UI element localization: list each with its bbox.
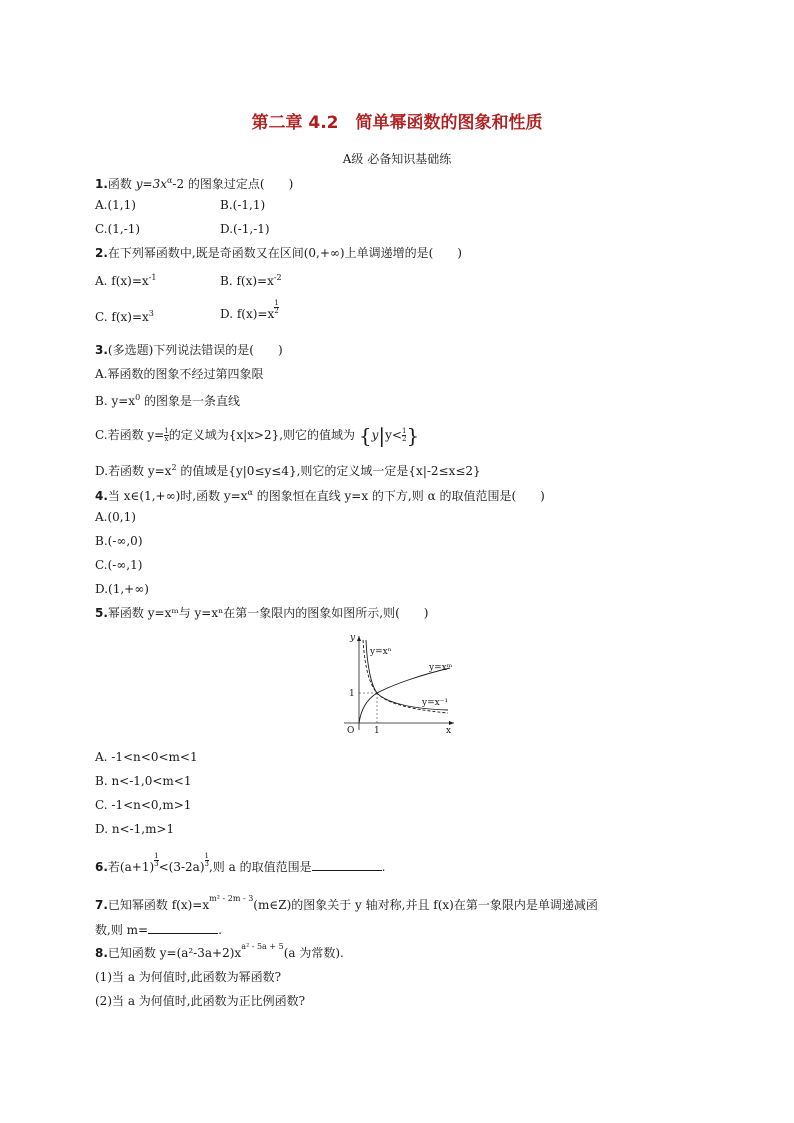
option-d[interactable]: D. n<-1,m>1 [95,822,175,836]
text: <(3-2a) [158,860,205,874]
question-number: 1. [95,177,108,191]
fraction-exponent [205,853,209,868]
text: 若(a+1) [107,860,155,874]
text: -2 的图象过定点( ) [172,177,294,191]
text: A. f(x)=x [95,274,149,288]
option-c[interactable] [95,423,420,448]
text: B. f(x)=x [220,274,274,288]
denominator: 2 [401,435,407,443]
text: 的定义域为{x|x>2},则它的值域为 [168,428,356,442]
option-b[interactable]: B.(-1,1) [220,198,266,212]
question-2-stem [95,245,462,261]
page-title: 第二章 4.2 简单幂函数的图象和性质 [251,113,543,133]
curve-label-n: y=xⁿ [370,647,392,657]
text: B. y=x [95,394,136,408]
option-a[interactable]: A. -1<n<0<m<1 [95,750,198,764]
numerator: 1 [164,427,169,435]
question-8-part-2: (2)当 a 为何值时,此函数为正比例函数? [95,994,306,1008]
text: (a 为常数). [283,946,344,960]
question-number: 7. [95,898,108,912]
x-axis-label: x [446,726,452,735]
power-function-graph [330,630,460,735]
text: 的图象恒在直线 y=x 的下方,则 α 的取值范围是( ) [252,489,545,503]
exponent: -1 [148,273,157,282]
exponent: 0 [135,393,141,402]
numerator: 1 [154,852,159,860]
question-3-stem [95,342,283,358]
text: 幂函数 y=xᵐ与 y=xⁿ在第一象限内的图象如图所示,则( ) [107,606,429,620]
option-a[interactable]: A.(0,1) [95,510,136,524]
set-brace: { [358,423,372,448]
set-brace: } [406,423,420,448]
option-d[interactable] [95,460,481,479]
option-b[interactable] [220,270,282,289]
text: 的图象是一条直线 [140,394,240,408]
numerator: 1 [401,427,407,435]
y-axis-label: y [350,633,356,643]
exponent: α [247,488,253,497]
text: 的值域是{y|0≤y≤4},则它的定义域一定是{x|-2≤x≤2} [176,464,481,478]
option-c[interactable]: C. -1<n<0,m>1 [95,798,192,812]
text: ,则 a 的取值范围是 [208,860,312,874]
option-b[interactable]: B.(-∞,0) [95,534,143,548]
y-axis-arrow [357,636,361,641]
text: . [218,923,222,937]
x-axis-arrow [449,721,454,725]
denominator: 2 [274,307,279,315]
fraction-exponent [274,300,278,315]
question-8-part-1: (1)当 a 为何值时,此函数为幂函数? [95,970,282,984]
question-number: 5. [95,606,108,620]
option-c[interactable]: C.(1,-1) [95,222,141,236]
question-6-stem [95,852,386,875]
exponent: a² - 5a + 5 [241,942,284,951]
text: 当 x∈(1,+∞)时,函数 y=x [107,489,248,503]
question-5-stem [95,605,428,621]
curve-label-inverse: y=x⁻¹ [422,698,449,708]
denominator: 3 [204,860,209,868]
question-number: 8. [95,946,108,960]
denominator: x [164,435,169,443]
question-8-stem [95,942,344,963]
text: (多选题)下列说法错误的是( ) [107,343,283,357]
set-variable: y [371,428,379,442]
set-relation: y< [385,428,402,442]
section-subtitle: A级 必备知识基础练 [342,152,452,166]
option-a[interactable]: A.(1,1) [95,198,136,212]
option-d[interactable]: D.(1,+∞) [95,582,149,596]
answer-blank[interactable] [148,921,218,934]
text: 函数 [107,177,136,191]
text: . [381,860,386,874]
answer-blank[interactable] [312,858,382,871]
text: 已知幂函数 f(x)=x [107,898,210,912]
curve-label-m: y=xᵐ [429,663,453,673]
question-4-stem [95,485,545,504]
option-a[interactable] [95,270,157,289]
text: C. f(x)=x [95,310,149,324]
exponent: 3 [148,309,154,318]
denominator: 3 [154,860,159,868]
text: 在下列幂函数中,既是奇函数又在区间(0,+∞)上单调递增的是( ) [107,246,462,260]
text: D. f(x)=x [220,307,275,321]
x-tick-1: 1 [374,726,380,735]
option-b[interactable] [95,390,240,409]
set-bar: | [378,423,386,448]
exponent: 2 [171,463,177,472]
question-1-stem [95,173,293,192]
exponent: -2 [273,273,282,282]
numerator: 1 [204,852,209,860]
question-number: 3. [95,343,108,357]
exponent: m² - 2m - 3 [209,894,254,903]
option-b[interactable]: B. n<-1,0<m<1 [95,774,192,788]
option-a[interactable]: A.幂函数的图象不经过第四象限 [95,367,264,381]
formula: y=3x [135,177,167,191]
curve-x-power-m [359,668,450,723]
text: 数,则 m= [95,923,149,937]
exponent: α [167,176,173,185]
y-tick-1: 1 [349,689,355,699]
fraction-exponent [154,853,158,868]
text: (m∈Z)的图象关于 y 轴对称,并且 f(x)在第一象限内是单调递减函 [253,898,598,912]
option-c[interactable]: C.(-∞,1) [95,558,143,572]
question-7-stem [95,894,598,915]
question-7-line-2 [95,921,222,938]
option-d[interactable] [220,299,279,322]
text: 已知函数 y=(a²-3a+2)x [107,946,242,960]
option-d[interactable]: D.(-1,-1) [220,222,270,236]
numerator: 1 [274,299,279,307]
question-number: 4. [95,489,108,503]
text: C.若函数 y= [95,428,165,442]
question-number: 6. [95,860,108,874]
option-c[interactable] [95,306,154,325]
text: D.若函数 y=x [95,464,172,478]
origin-label: O [347,726,355,735]
question-number: 2. [95,246,108,260]
